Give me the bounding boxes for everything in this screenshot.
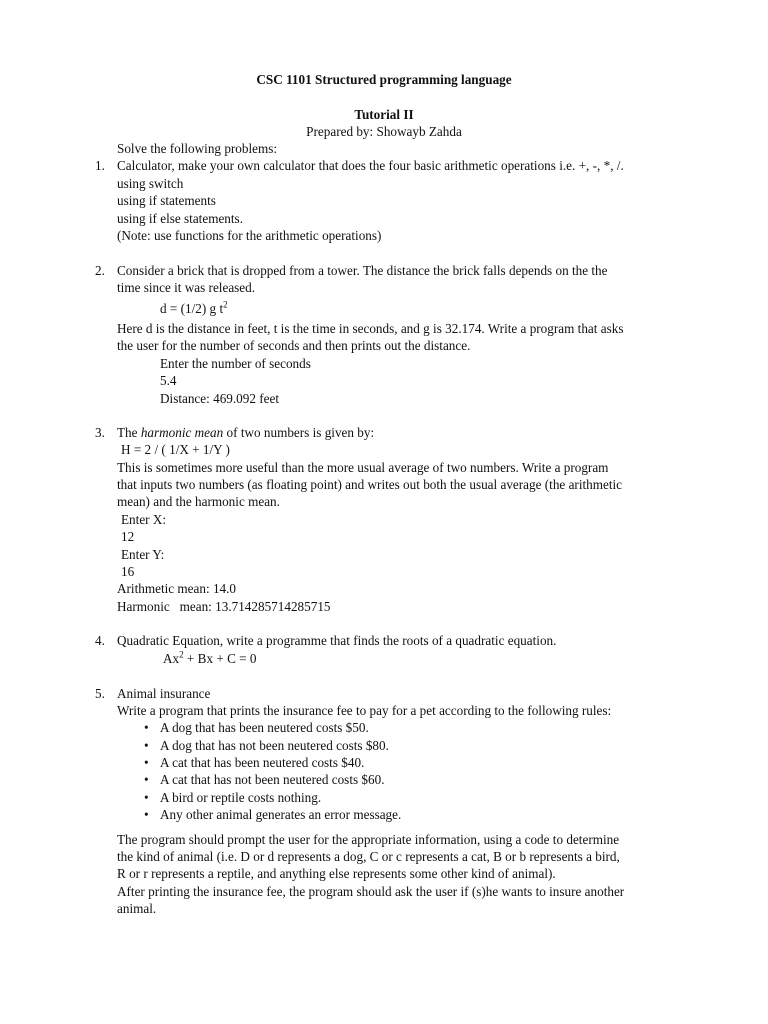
- example-text: 5.4: [160, 373, 177, 388]
- problem-number: 3.: [95, 425, 105, 440]
- example-text: Enter X:: [121, 512, 167, 527]
- problem-heading: Animal insurance: [117, 686, 211, 701]
- list-item-text: A cat that has been neutered costs $40.: [160, 755, 365, 770]
- example-text: Distance: 469.092 feet: [160, 391, 280, 406]
- intro-text: Solve the following problems:: [117, 141, 278, 156]
- formula: H = 2 / ( 1/X + 1/Y ): [121, 442, 230, 457]
- problem-text: mean) and the harmonic mean.: [117, 494, 280, 509]
- list-item-text: A dog that has been neutered costs $50.: [160, 720, 369, 735]
- formula-superscript: 2: [179, 649, 184, 660]
- problem-text: animal.: [117, 901, 157, 916]
- formula-superscript: 2: [223, 299, 228, 310]
- problem-text: This is sometimes more useful than the more usual average of two numbers. Write a program: [117, 460, 609, 475]
- problem-text: Write a program that prints the insurance fee to pay for a pet according to the following rules:: [117, 703, 612, 718]
- problem-text: using switch: [117, 176, 184, 191]
- bullet-icon: •: [144, 772, 149, 787]
- formula: [163, 650, 257, 667]
- problem-text: time since it was released.: [117, 280, 256, 295]
- problem-text: [117, 424, 374, 441]
- bullet-icon: •: [144, 807, 149, 822]
- example-text: Harmonic mean: 13.714285714285715: [117, 599, 331, 614]
- prepared-by: Prepared by: Showayb Zahda: [306, 124, 462, 139]
- tutorial-title: Tutorial II: [354, 107, 414, 122]
- problem-text: The program should prompt the user for the appropriate information, using a code to determine: [117, 832, 620, 847]
- problem-text: the user for the number of seconds and then prints out the distance.: [117, 338, 471, 353]
- list-item-text: Any other animal generates an error message.: [160, 807, 402, 822]
- formula-text: + Bx + C = 0: [183, 651, 257, 666]
- problem-text: Quadratic Equation, write a programme that finds the roots of a quadratic equation.: [117, 633, 557, 648]
- problem-number: 2.: [95, 263, 105, 278]
- problem-text: (Note: use functions for the arithmetic operations): [117, 228, 382, 243]
- problem-text: Consider a brick that is dropped from a tower. The distance the brick falls depends on the the: [117, 263, 608, 278]
- example-text: 16: [121, 564, 135, 579]
- bullet-icon: •: [144, 720, 149, 735]
- bullet-icon: •: [144, 755, 149, 770]
- course-title: CSC 1101 Structured programming language: [256, 72, 512, 87]
- text-span: The: [117, 425, 141, 440]
- bullet-icon: •: [144, 738, 149, 753]
- example-text: Arithmetic mean: 14.0: [117, 581, 237, 596]
- formula: [160, 300, 228, 317]
- problem-text: Here d is the distance in feet, t is the time in seconds, and g is 32.174. Write a program that asks: [117, 321, 624, 336]
- problem-text: that inputs two numbers (as floating point) and writes out both the usual average (the arithmetic: [117, 477, 623, 492]
- text-span: of two numbers is given by:: [223, 425, 375, 440]
- problem-number: 5.: [95, 686, 105, 701]
- list-item-text: A dog that has not been neutered costs $80.: [160, 738, 389, 753]
- problem-text: the kind of animal (i.e. D or d represents a dog, C or c represents a cat, B or b represents a bird,: [117, 849, 620, 864]
- problem-number: 4.: [95, 633, 105, 648]
- formula-text: d = (1/2) g t: [160, 301, 224, 316]
- emphasis-text: harmonic mean: [140, 425, 224, 440]
- problem-text: Calculator, make your own calculator that does the four basic arithmetic operations i.e. +, -, *, /.: [117, 158, 624, 173]
- list-item-text: A bird or reptile costs nothing.: [160, 790, 322, 805]
- list-item-text: A cat that has not been neutered costs $60.: [160, 772, 385, 787]
- example-text: Enter Y:: [121, 547, 165, 562]
- problem-text: After printing the insurance fee, the program should ask the user if (s)he wants to insure another: [117, 884, 625, 899]
- problem-text: using if else statements.: [117, 211, 243, 226]
- example-text: Enter the number of seconds: [160, 356, 311, 371]
- problem-text: using if statements: [117, 193, 216, 208]
- problem-text: R or r represents a reptile, and anything else represents some other kind of animal).: [117, 866, 556, 881]
- formula-text: Ax: [163, 651, 180, 666]
- problem-number: 1.: [95, 158, 105, 173]
- bullet-icon: •: [144, 790, 149, 805]
- example-text: 12: [121, 529, 135, 544]
